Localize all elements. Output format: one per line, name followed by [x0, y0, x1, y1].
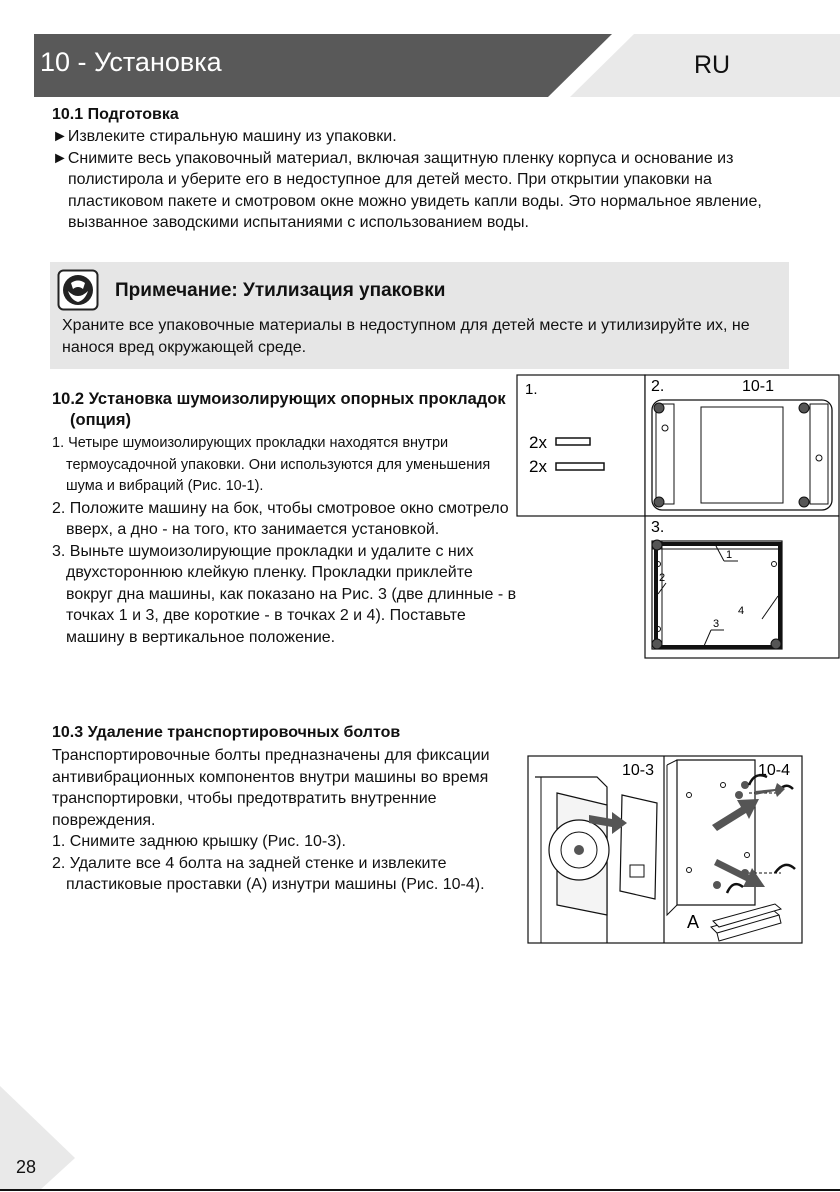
- section-transport-bolts: [52, 724, 517, 896]
- section-heading: 10.3 Удаление транспортировочных болтов: [52, 724, 401, 741]
- figure-10-4-label: 10-4: [758, 762, 791, 779]
- language-code: RU: [694, 51, 731, 79]
- list-item: 2. Удалите все 4 болта на задней стенке и извлеките пластиковые проставки (A) изнутри машины (Рис. 10-4).: [52, 854, 485, 893]
- point-4-label: 4: [738, 605, 745, 617]
- section-heading: 10.2 Установка шумоизолирующих опорных прокладок (опция): [52, 390, 506, 429]
- section-preparation: [52, 106, 792, 234]
- figure-10-3-10-4: [527, 755, 803, 945]
- panel-1-label: 1.: [525, 381, 538, 398]
- list-item: ►Снимите весь упаковочный материал, включая защитную пленку корпуса и основание из полистирола и уберите его в недоступное для детей место. При открытии упаковки на пластиковом пакете и смотровом окне можно увидеть капли воды. Это нормальное явление, вызванное заводскими испытаниями с использованием воды.: [52, 149, 762, 231]
- list-item: 1. Снимите заднюю крышку (Рис. 10-3).: [52, 833, 346, 850]
- chapter-title: 10 - Установка: [40, 47, 222, 77]
- point-2-label: 2: [659, 572, 666, 584]
- list-item: 2. Положите машину на бок, чтобы смотровое окно смотрело вверх, а дно - на того, кто занимается установкой.: [52, 499, 509, 538]
- recycle-flower-icon: [57, 269, 99, 311]
- point-3-label: 3: [713, 618, 720, 630]
- figure-10-3-label: 10-3: [622, 762, 655, 779]
- figure-id-label: 10-1: [742, 378, 775, 395]
- intro-text: Транспортировочные болты предназначены для фиксации антивибрационных компонентов внутри машины во время транспортировки, чтобы предотвратить внутренние повреждения.: [52, 747, 490, 829]
- figure-10-1: [516, 374, 840, 660]
- section-pads: [52, 389, 517, 648]
- panel-3-label: 3.: [651, 519, 665, 536]
- note-text: Храните все упаковочные материалы в недоступном для детей месте и утилизируйте их, не нанося вред окружающей среде.: [62, 317, 750, 356]
- page-number: 28: [16, 1157, 37, 1177]
- list-item: 3. Выньте шумоизолирующие прокладки и удалите с них двухстороннюю клейкую пленку. Прокладки приклейте вокруг дна машины, как показано на Рис. 3 (две длинные - в точках 1 и 3, две короткие - в точках 2 и 4). Поставьте машину в вертикальное положение.: [52, 542, 517, 646]
- spacer-label: A: [687, 912, 700, 932]
- footer-graphic: [0, 1086, 840, 1192]
- panel-3: [645, 516, 839, 658]
- qty-short-label: 2x: [529, 433, 547, 452]
- panel-2-label: 2.: [651, 378, 665, 395]
- list-item: ►Извлеките стиральную машину из упаковки.: [52, 128, 397, 145]
- list-item: 1. Четыре шумоизолирующих прокладки находятся внутри термоусадочной упаковки. Они используются для уменьшения шума и вибраций (Рис. 10-1).: [52, 435, 491, 494]
- note-title: Примечание: Утилизация упаковки: [115, 280, 446, 301]
- qty-long-label: 2x: [529, 457, 547, 476]
- point-1-label: 1: [726, 549, 733, 561]
- section-heading: 10.1 Подготовка: [52, 106, 179, 123]
